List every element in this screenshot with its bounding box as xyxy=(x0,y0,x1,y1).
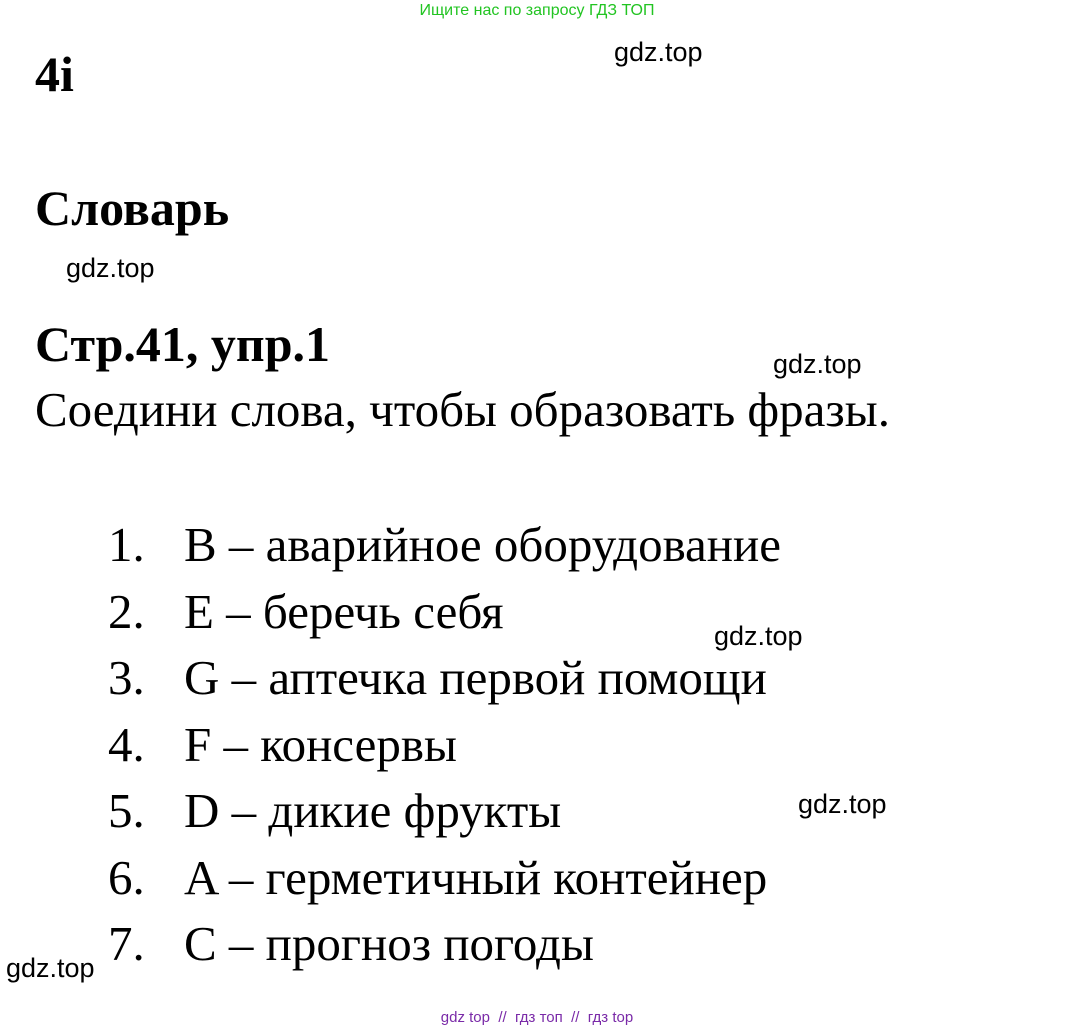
list-item xyxy=(108,845,781,912)
watermark: gdz.top xyxy=(66,253,155,283)
item-number: 2. xyxy=(108,583,145,639)
item-text: F – консервы xyxy=(184,716,457,772)
task-text: Соедини слова, чтобы образовать фразы. xyxy=(35,382,890,437)
list-item xyxy=(108,579,781,646)
item-text: D – дикие фрукты xyxy=(184,783,562,838)
section-number: 4i xyxy=(35,46,74,102)
item-text: G – аптечка первой помощи xyxy=(184,650,767,705)
item-number: 4. xyxy=(108,716,145,772)
watermark: gdz.top xyxy=(714,621,803,651)
item-text: E – беречь себя xyxy=(184,583,504,639)
item-number: 5. xyxy=(108,783,145,838)
dictionary-title: Словарь xyxy=(35,180,230,236)
answer-list xyxy=(108,512,781,978)
item-number: 1. xyxy=(108,517,145,572)
item-number: 3. xyxy=(108,650,145,705)
list-item xyxy=(108,911,781,978)
item-text: A – герметичный контейнер xyxy=(184,849,768,905)
list-item xyxy=(108,512,781,579)
item-text: C – прогноз погоды xyxy=(184,916,594,971)
watermark: gdz.top xyxy=(798,789,887,819)
item-number: 6. xyxy=(108,849,145,905)
item-text: B – аварийное оборудование xyxy=(184,517,781,572)
footer-watermark: gdz top // гдз топ // гдз top xyxy=(440,1009,634,1026)
item-number: 7. xyxy=(108,916,145,971)
list-item xyxy=(108,645,781,712)
watermark: gdz.top xyxy=(614,37,703,67)
watermark: gdz.top xyxy=(773,349,862,379)
exercise-title: Стр.41, упр.1 xyxy=(35,316,331,372)
top-banner: Ищите нас по запросу ГДЗ ТОП xyxy=(419,2,655,19)
list-item xyxy=(108,712,781,779)
watermark: gdz.top xyxy=(6,953,95,983)
list-item xyxy=(108,778,781,845)
